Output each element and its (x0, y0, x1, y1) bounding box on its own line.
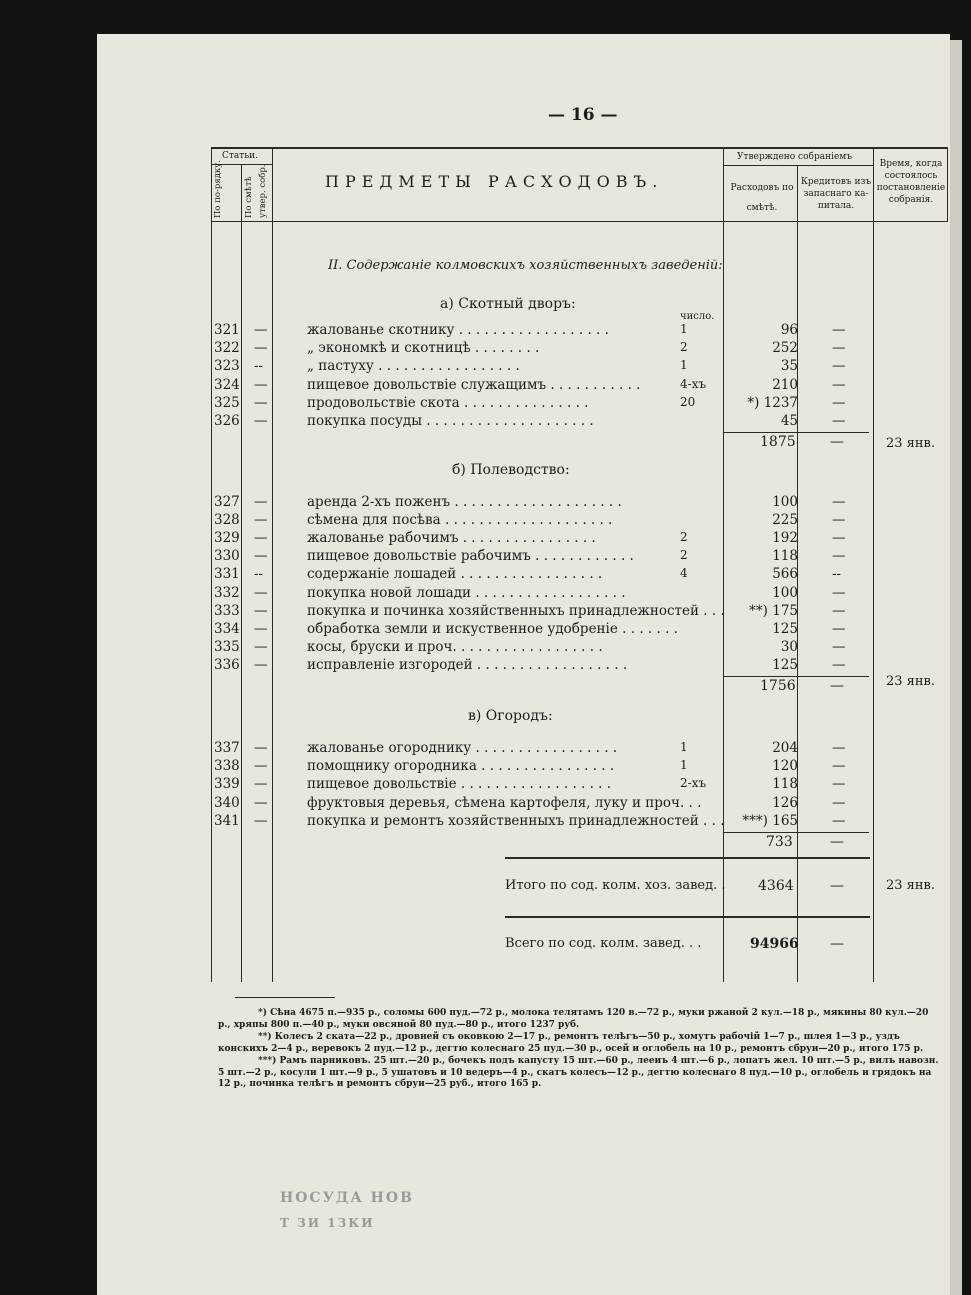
subsection-a: а) Скотный дворъ: (440, 296, 576, 312)
row-estimate-mark: — (254, 394, 268, 411)
header-bottom-rule (212, 221, 948, 222)
row-count: 1 (680, 758, 688, 773)
row-count: 2 (680, 340, 688, 355)
itogo-credit: — (830, 878, 844, 894)
row-estimate-mark: — (254, 413, 268, 429)
total-a-credit: — (830, 434, 844, 450)
row-credit: — (832, 812, 846, 829)
header-stati: Статьи. (222, 151, 258, 161)
footnote-1: *) Сѣна 4675 п.—935 р., соломы 600 пуд.—72 р., молока телятамъ 120 в.—72 р., муки ржаной 2 кул.—18 р., мякины 80 кул.—20 р., хряпы 800 п.—40 р., муки овсяной 80 пуд.—80 р., итого 1237 руб. (218, 1008, 929, 1030)
row-number: 329 (214, 530, 240, 547)
row-description: исправленіе изгородей . . . . . . . . . . . . . . . . . . (307, 656, 628, 673)
subsection-c: в) Огородъ: (468, 708, 553, 724)
header-po-poryadku: По по-рядку. (213, 160, 223, 218)
table-row (212, 585, 942, 603)
row-number: 337 (214, 740, 240, 756)
row-estimate-mark: — (254, 794, 268, 811)
row-credit: — (832, 413, 846, 429)
row-description: обработка земли и искуственное удобреніе . . . . . . . (307, 620, 678, 637)
row-amount: 125 (772, 656, 798, 673)
table-row (212, 512, 942, 530)
row-count: 4-хъ (680, 376, 707, 391)
row-estimate-mark: — (254, 758, 268, 775)
row-credit: — (832, 794, 846, 811)
table-row (212, 740, 942, 758)
row-estimate-mark: — (254, 656, 268, 673)
row-count: 2 (680, 548, 688, 563)
row-number: 321 (214, 322, 240, 338)
vsego-value: 94966 (750, 936, 799, 952)
row-estimate-mark: — (254, 340, 268, 357)
itogo-label: Итого по сод. колм. хоз. завед. . (505, 878, 726, 893)
row-credit: — (832, 548, 846, 565)
row-number: 332 (214, 584, 240, 601)
row-amount: ***) 165 (742, 812, 798, 829)
row-credit: — (832, 512, 846, 529)
row-amount: 30 (780, 638, 798, 655)
row-count: 1 (680, 740, 688, 754)
row-number: 341 (214, 812, 240, 829)
table-row (212, 795, 942, 813)
row-credit: — (832, 602, 846, 619)
row-estimate-mark: — (254, 512, 268, 529)
row-number: 338 (214, 758, 240, 775)
row-amount: 125 (772, 620, 798, 637)
row-credit: — (832, 494, 846, 510)
vsego-label: Всего по сод. колм. завед. . . (505, 936, 702, 951)
row-description: жалованье огороднику . . . . . . . . . . . . . . . . . (307, 740, 618, 756)
row-description: фруктовыя деревья, сѣмена картофеля, луку и проч. . . (307, 794, 702, 811)
row-estimate-mark: — (254, 548, 268, 565)
row-estimate-mark: — (254, 638, 268, 655)
row-amount: 45 (780, 413, 798, 429)
table-row (212, 657, 942, 675)
row-credit: — (832, 322, 846, 338)
header-expenses: Расходовъ по смѣтѣ. (730, 183, 794, 213)
row-count: 4 (680, 566, 688, 581)
row-description: продовольствіе скота . . . . . . . . . . . . . . . (307, 394, 589, 411)
row-count: 2 (680, 530, 688, 545)
row-amount: 35 (780, 358, 798, 375)
library-stamp-2: Т ЗИ 1ЗКИ (280, 1216, 375, 1230)
row-count: 1 (680, 322, 688, 336)
table-row (212, 358, 942, 376)
row-description: покупка и ремонтъ хозяйственныхъ принадлежностей . . . (307, 812, 725, 829)
row-estimate-mark: — (254, 494, 268, 510)
table-row (212, 395, 942, 413)
subtotal-rule-b (724, 676, 869, 677)
header-po-smete: По смѣтѣ (244, 176, 254, 218)
row-description: „ экономкѣ и скотницѣ . . . . . . . . (307, 340, 540, 357)
row-amount: 100 (772, 584, 798, 601)
header-time: Время, когда состоялось постановленіе собранія. (876, 159, 946, 205)
table-row (212, 413, 942, 431)
row-credit: -- (832, 566, 842, 583)
row-number: 335 (214, 638, 240, 655)
row-description: покупка и починка хозяйственныхъ принадлежностей . . . (307, 602, 725, 619)
row-description: косы, бруски и проч. . . . . . . . . . . . . . . . . . (307, 638, 603, 655)
row-credit: — (832, 394, 846, 411)
row-amount: 566 (772, 566, 798, 583)
row-estimate-mark: — (254, 376, 268, 393)
header-credits: Кредитовъ изъ запаснаго ка-питала. (800, 177, 872, 211)
table-row (212, 603, 942, 621)
row-estimate-mark: — (254, 602, 268, 619)
header-approved: Утверждено собраніемъ (737, 152, 852, 162)
row-description: пищевое довольствіе служащимъ . . . . . . . . . . . (307, 376, 641, 393)
row-amount: *) 1237 (747, 394, 798, 411)
row-amount: 96 (780, 322, 798, 338)
row-credit: — (832, 340, 846, 357)
row-number: 328 (214, 512, 240, 529)
row-number: 326 (214, 413, 240, 429)
row-amount: 126 (772, 794, 798, 811)
table-row (212, 621, 942, 639)
row-amount: 118 (772, 776, 798, 793)
table-top-rule (212, 147, 948, 149)
row-credit: — (832, 656, 846, 673)
row-estimate-mark: -- (254, 358, 264, 375)
table-row (212, 776, 942, 794)
row-description: содержаніе лошадей . . . . . . . . . . . . . . . . . (307, 566, 603, 583)
footnote-3: ***) Рамъ парниковъ. 25 шт.—20 р., бочекъ подъ капусту 15 шт.—60 р., лееиъ 4 шт.—6 р., лопатъ жел. 10 шт.—5 р., вилъ навозн. 5 шт.—2 р., косули 1 шт.—9 р., 5 ушатовъ и 10 ведеръ—4 р., скатъ колесъ—12 р., дегтю колеснаго 8 пуд.—10 р., оглобель и грядокъ на 12 р., починка телѣгъ и ремонтъ сбруи—25 руб., итого 165 р. (218, 1056, 939, 1089)
row-amount: 210 (772, 376, 798, 393)
subtotal-rule-c (724, 832, 869, 833)
table-row (212, 813, 942, 831)
row-description: аренда 2-хъ поженъ . . . . . . . . . . . . . . . . . . . . (307, 494, 622, 510)
row-estimate-mark: — (254, 584, 268, 601)
row-estimate-mark: — (254, 776, 268, 793)
subsection-b: б) Полеводство: (452, 462, 570, 478)
row-amount: 252 (772, 340, 798, 357)
row-amount: **) 175 (749, 602, 798, 619)
page-number: — 16 — (548, 105, 618, 125)
row-credit: — (832, 584, 846, 601)
row-estimate-mark: — (254, 530, 268, 547)
row-description: жалованье рабочимъ . . . . . . . . . . . . . . . . (307, 530, 596, 547)
table-row (212, 530, 942, 548)
row-description: покупка новой лошади . . . . . . . . . . . . . . . . . . (307, 584, 626, 601)
total-a: 1875 (760, 434, 796, 450)
row-credit: — (832, 620, 846, 637)
row-description: пищевое довольствіе . . . . . . . . . . . . . . . . . . (307, 776, 612, 793)
date-a: 23 янв. (886, 436, 935, 451)
vsego-credit: — (830, 936, 844, 952)
row-credit: — (832, 638, 846, 655)
row-number: 327 (214, 494, 240, 510)
table-row (212, 548, 942, 566)
row-description: „ пастуху . . . . . . . . . . . . . . . . . (307, 358, 520, 375)
row-estimate-mark: -- (254, 566, 264, 583)
itogo-value: 4364 (758, 878, 794, 894)
row-amount: 120 (772, 758, 798, 775)
row-number: 334 (214, 620, 240, 637)
row-number: 333 (214, 602, 240, 619)
row-estimate-mark: — (254, 322, 268, 338)
vsego-rule (505, 916, 870, 918)
table-row (212, 494, 942, 512)
total-b: 1756 (760, 678, 796, 694)
row-number: 331 (214, 566, 240, 583)
row-amount: 192 (772, 530, 798, 547)
row-credit: — (832, 376, 846, 393)
row-amount: 100 (772, 494, 798, 510)
row-number: 322 (214, 340, 240, 357)
section-title: II. Содержаніе колмовскихъ хозяйственныхъ заведеній: (328, 258, 723, 273)
approved-rule (724, 165, 874, 166)
row-credit: — (832, 530, 846, 547)
row-credit: — (832, 776, 846, 793)
row-amount: 118 (772, 548, 798, 565)
row-number: 323 (214, 358, 240, 375)
row-number: 339 (214, 776, 240, 793)
table-row (212, 758, 942, 776)
total-c: 733 (766, 834, 793, 850)
row-description: покупка посуды . . . . . . . . . . . . . . . . . . . . (307, 413, 594, 429)
total-c-credit: — (830, 834, 844, 850)
row-number: 324 (214, 376, 240, 393)
table-title: ПРЕДМЕТЫ РАСХОДОВЪ. (325, 172, 664, 191)
table-row (212, 566, 942, 584)
row-credit: — (832, 758, 846, 775)
row-amount: 225 (772, 512, 798, 529)
table-row (212, 322, 942, 340)
row-description: пищевое довольствіе рабочимъ . . . . . . . . . . . . (307, 548, 634, 565)
count-label: число. (680, 311, 715, 322)
table-row (212, 639, 942, 657)
table-row (212, 340, 942, 358)
row-estimate-mark: — (254, 740, 268, 756)
table-right-rule (947, 147, 948, 222)
library-stamp: НОСУДА НОВ (280, 1190, 414, 1206)
row-description: жалованье скотнику . . . . . . . . . . . . . . . . . . (307, 322, 609, 338)
row-count: 20 (680, 394, 696, 409)
row-credit: — (832, 358, 846, 375)
row-amount: 204 (772, 740, 798, 756)
footnote-rule (235, 997, 335, 998)
date-b: 23 янв. (886, 674, 935, 689)
row-number: 330 (214, 548, 240, 565)
row-description: помощнику огородника . . . . . . . . . . . . . . . . (307, 758, 615, 775)
itogo-date: 23 янв. (886, 878, 935, 893)
row-count: 1 (680, 358, 688, 373)
table-row (212, 377, 942, 395)
row-count: 2-хъ (680, 776, 707, 791)
row-credit: — (832, 740, 846, 756)
total-b-credit: — (830, 678, 844, 694)
row-description: сѣмена для посѣва . . . . . . . . . . . . . . . . . . . . (307, 512, 613, 529)
row-number: 340 (214, 794, 240, 811)
row-estimate-mark: — (254, 812, 268, 829)
page-edge (950, 40, 962, 1295)
header-utver-sobr: утвер. собр. (258, 164, 268, 218)
row-number: 325 (214, 394, 240, 411)
row-number: 336 (214, 656, 240, 673)
subtotal-rule-a (724, 432, 869, 433)
footnote-2: **) Колесъ 2 ската—22 р., дровней съ оковкою 2—17 р., ремонтъ телѣгъ—50 р., хомутъ рабочій 1—7 р., шлея 1—3 р., уздъ конскихъ 2—4 р., веревокъ 2 пуд.—12 р., дегтю колеснаго 25 пуд.—30 р., осей и оглобель на 10 р., ремонтъ сбруи—20 р., итого 175 р. (218, 1032, 924, 1054)
itogo-rule (505, 857, 870, 859)
row-estimate-mark: — (254, 620, 268, 637)
